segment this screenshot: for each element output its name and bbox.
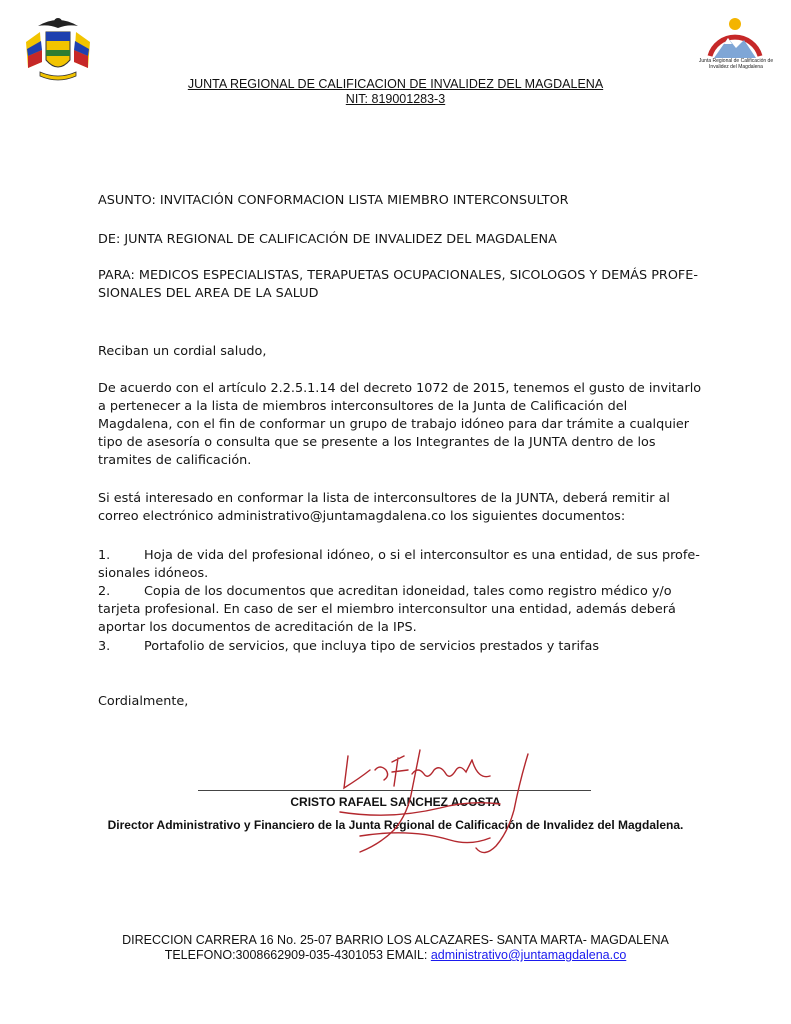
signatory-name: CRISTO RAFAEL SANCHEZ ACOSTA [290, 795, 501, 809]
list-item-number: 2. [98, 584, 111, 599]
intro-paragraph: De acuerdo con el artículo 2.2.5.1.14 del decreto 1072 de 2015, tenemos el gusto de invitarlo a pertenecer a la lista de miembros interconsultores de la Junta de Calificación del Magdalena, con el fin de conformar un grupo de trabajo idóneo para dar trámite a cualquier tipo de asesoría o consulta que se presente a los Integrantes de la JUNTA dentro de los tramites de calificación. [98, 381, 702, 468]
footer-phone: TELEFONO:3008662909-035-4301053 EMAIL: [164, 948, 431, 962]
letterhead-nit: NIT: 819001283-3 [345, 92, 446, 106]
list-item-text: Hoja de vida del profesional idóneo, o si el interconsultor es una entidad, de sus profe-sionales idóneos. [98, 548, 700, 581]
list-item [98, 638, 702, 656]
list-item [98, 547, 702, 583]
greeting: Reciban un cordial saludo, [98, 344, 267, 359]
footer-contact [0, 948, 791, 962]
coat-of-arms-logo [18, 12, 98, 84]
list-item [98, 583, 702, 637]
footer-address: DIRECCION CARRERA 16 No. 25-07 BARRIO LOS ALCAZARES- SANTA MARTA- MAGDALENA [122, 933, 669, 947]
list-item-number: 3. [98, 639, 111, 654]
subject-line: ASUNTO: INVITACIÓN CONFORMACION LISTA MIEMBRO INTERCONSULTOR [98, 193, 569, 208]
list-item-number: 1. [98, 548, 111, 563]
list-item-text: Copia de los documentos que acreditan idoneidad, tales como registro médico y/o tarjeta profesional. En caso de ser el miembro interconsultor una entidad, además deberá aportar los documentos de acreditación de la IPS. [98, 584, 676, 635]
letterhead-title: JUNTA REGIONAL DE CALIFICACION DE INVALIDEZ DEL MAGDALENA [187, 77, 604, 91]
closing: Cordialmente, [98, 694, 189, 709]
footer-email-link[interactable]: administrativo@juntamagdalena.co [430, 948, 627, 962]
junta-logo-text: Junta Regional de Calificación de Invalidez del Magdalena [698, 58, 774, 70]
interest-paragraph: Si está interesado en conformar la lista de interconsultores de la JUNTA, deberá remitir al correo electrónico administrativo@juntamagdalena.co los siguientes documentos: [98, 491, 670, 524]
to-line: PARA: MEDICOS ESPECIALISTAS, TERAPUETAS OCUPACIONALES, SICOLOGOS Y DEMÁS PROFE- SIONALES DEL AREA DE LA SALUD [98, 268, 698, 301]
list-item-text: Portafolio de servicios, que incluya tipo de servicios prestados y tarifas [144, 639, 600, 654]
from-line: DE: JUNTA REGIONAL DE CALIFICACIÓN DE INVALIDEZ DEL MAGDALENA [98, 232, 557, 247]
handwritten-signature [300, 740, 560, 870]
signatory-title: Director Administrativo y Financiero de la Junta Regional de Calificación de Invalidez del Magdalena. [107, 818, 684, 832]
